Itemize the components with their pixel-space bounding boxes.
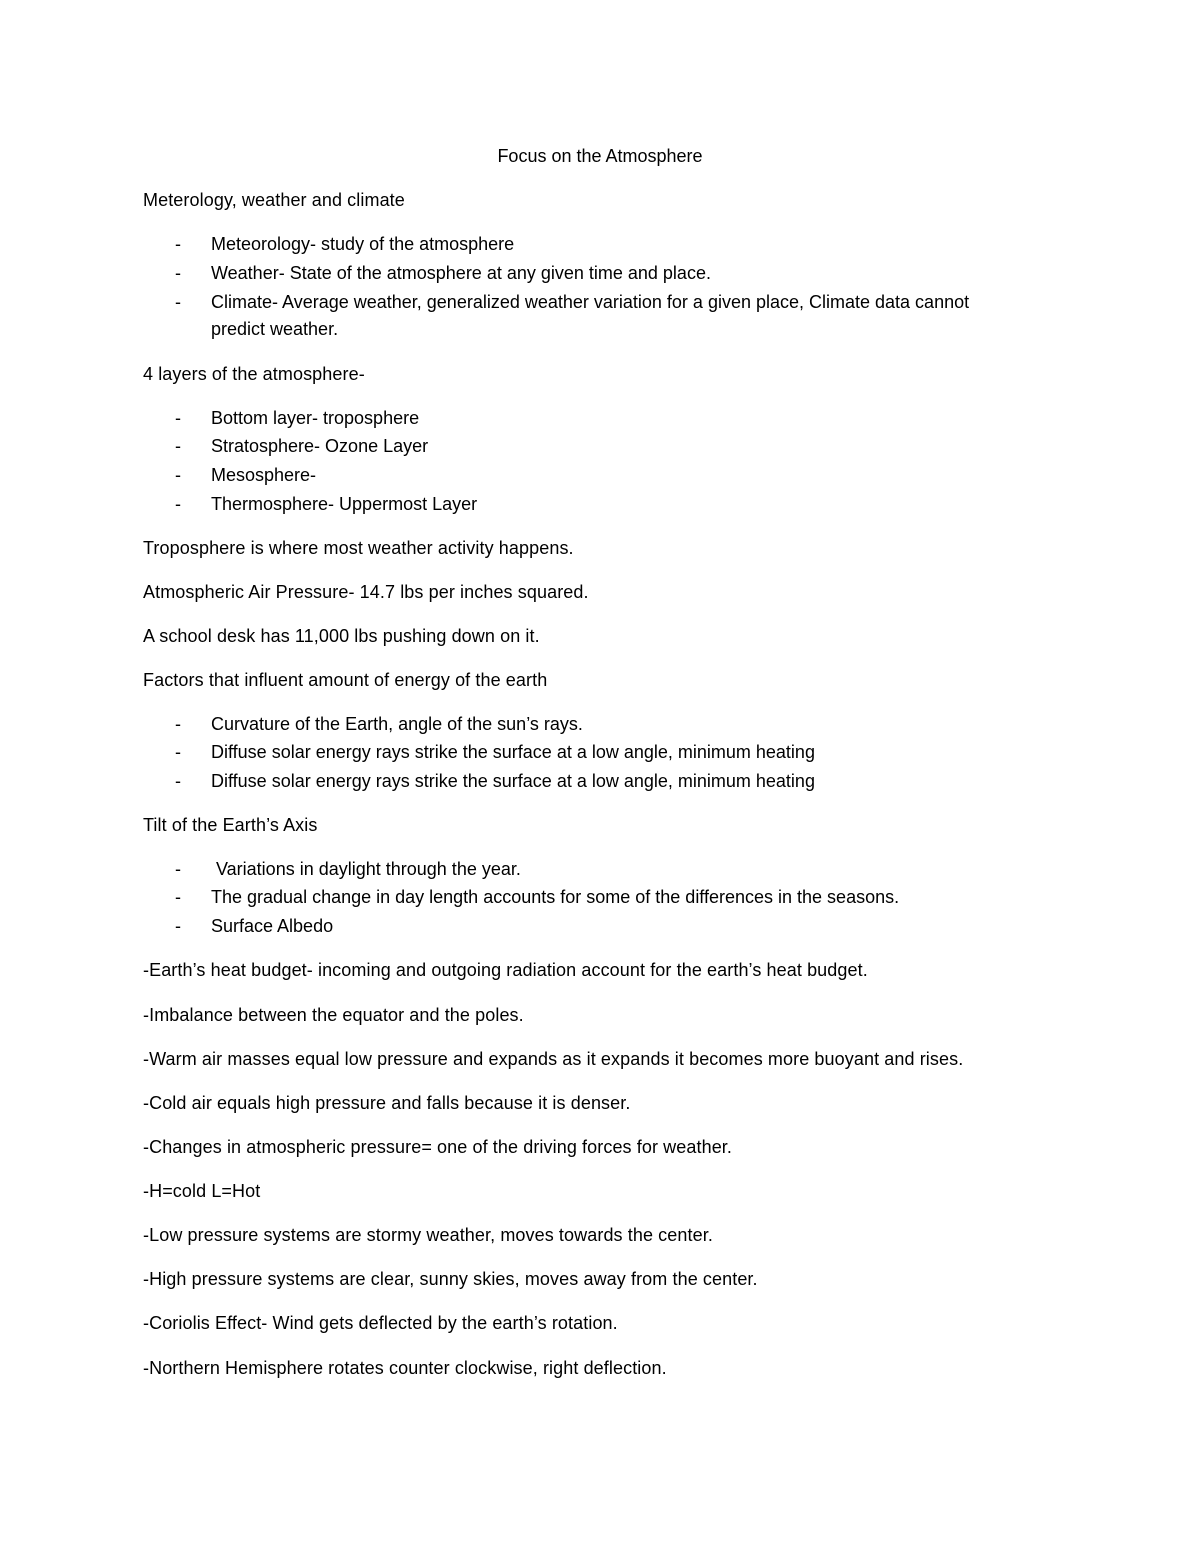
paragraph: A school desk has 11,000 lbs pushing down on it. (143, 626, 540, 646)
list-bullet: - (175, 742, 181, 762)
list-bullet: - (175, 771, 181, 791)
section-heading-layers: 4 layers of the atmosphere- (143, 364, 365, 384)
list-bullet: - (175, 859, 181, 879)
paragraph: -Low pressure systems are stormy weather, moves towards the center. (143, 1225, 713, 1245)
section-heading-tilt: Tilt of the Earth’s Axis (143, 815, 318, 835)
list-item: Thermosphere- Uppermost Layer (211, 494, 478, 514)
list-item: Diffuse solar energy rays strike the surface at a low angle, minimum heating (211, 771, 815, 791)
list-item: Bottom layer- troposphere (211, 408, 420, 428)
paragraph: -Changes in atmospheric pressure= one of the driving forces for weather. (143, 1137, 733, 1157)
list-bullet: - (175, 408, 181, 428)
paragraph: -Warm air masses equal low pressure and expands as it expands it becomes more buoyant and rises. (143, 1049, 964, 1069)
list-item: Diffuse solar energy rays strike the surface at a low angle, minimum heating (211, 742, 815, 762)
paragraph: Troposphere is where most weather activity happens. (143, 538, 574, 558)
list-item: Curvature of the Earth, angle of the sun’s rays. (211, 714, 583, 734)
page-title: Focus on the Atmosphere (497, 146, 703, 166)
section-heading-factors: Factors that influent amount of energy of the earth (143, 670, 548, 690)
list-item: Variations in daylight through the year. (211, 859, 521, 879)
section-heading-meterology: Meterology, weather and climate (143, 190, 405, 210)
list-bullet: - (175, 465, 181, 485)
paragraph: -Earth’s heat budget- incoming and outgoing radiation account for the earth’s heat budget. (143, 960, 868, 980)
list-bullet: - (175, 263, 181, 283)
paragraph: -Coriolis Effect- Wind gets deflected by the earth’s rotation. (143, 1313, 618, 1333)
list-item: Surface Albedo (211, 916, 334, 936)
list-bullet: - (175, 292, 181, 312)
list-item: Climate- Average weather, generalized weather variation for a given place, Climate data cannot (211, 292, 970, 312)
list-bullet: - (175, 714, 181, 734)
list-item: The gradual change in day length accounts for some of the differences in the seasons. (211, 887, 900, 907)
list-item: Mesosphere- (211, 465, 317, 485)
paragraph: Atmospheric Air Pressure- 14.7 lbs per inches squared. (143, 582, 589, 602)
list-bullet: - (175, 916, 181, 936)
paragraph: -Northern Hemisphere rotates counter clockwise, right deflection. (143, 1358, 667, 1378)
paragraph: -Imbalance between the equator and the poles. (143, 1005, 524, 1025)
list-bullet: - (175, 436, 181, 456)
list-item: Meteorology- study of the atmosphere (211, 234, 515, 254)
list-bullet: - (175, 887, 181, 907)
list-item-continuation: predict weather. (211, 319, 339, 339)
list-bullet: - (175, 494, 181, 514)
paragraph: -H=cold L=Hot (143, 1181, 261, 1201)
paragraph: -High pressure systems are clear, sunny skies, moves away from the center. (143, 1269, 758, 1289)
paragraph: -Cold air equals high pressure and falls because it is denser. (143, 1093, 631, 1113)
list-bullet: - (175, 234, 181, 254)
list-item: Stratosphere- Ozone Layer (211, 436, 429, 456)
list-item: Weather- State of the atmosphere at any given time and place. (211, 263, 711, 283)
